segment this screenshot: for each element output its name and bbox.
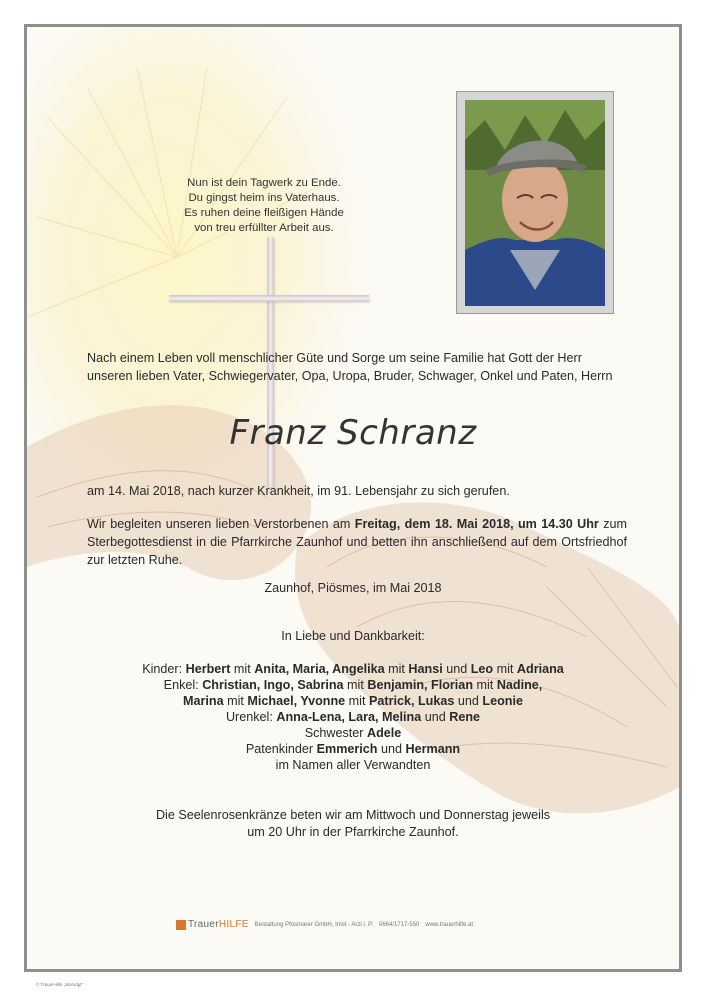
- family-urenkel: Urenkel: Anna-Lena, Lara, Melina und Rene: [225, 710, 481, 724]
- love-line: In Liebe und Dankbarkeit:: [281, 629, 425, 643]
- poem-line: Du gingst heim ins Vaterhaus.: [188, 192, 340, 204]
- footer-company: Bestattung Pfosmarer GmbH, Imst - Arzl i. P.: [254, 921, 373, 928]
- trauerhilfe-logo-icon: [176, 920, 186, 930]
- family-paten: Patenkinder Emmerich und Hermann: [245, 742, 461, 756]
- cross-horizontal-bar: [169, 295, 369, 302]
- rosary-line-1: Die Seelenrosenkränze beten wir am Mittwoch und Donnerstag jeweils: [155, 808, 551, 822]
- poem-line: Es ruhen deine fleißigen Hände: [184, 207, 344, 219]
- place-date: Zaunhof, Piösmes, im Mai 2018: [264, 581, 442, 595]
- brand-part-1: Trauer: [188, 919, 219, 930]
- copyright: © TrauerHilfe „Marxdgt": [36, 982, 84, 987]
- funeral-pre: Wir begleiten unseren lieben Verstorbenen am: [87, 517, 355, 531]
- family-kinder: Kinder: Herbert mit Anita, Maria, Angelika mit Hansi und Leo mit Adriana: [142, 662, 564, 676]
- poem-line: Nun ist dein Tagwerk zu Ende.: [187, 177, 341, 189]
- funeral-date: Freitag, dem 18. Mai 2018, um 14.30 Uhr: [354, 517, 599, 531]
- family-enkel: Enkel: Christian, Ingo, Sabrina mit Benjamin, Florian mit Nadine,: [163, 678, 543, 692]
- funeral-post: zum Sterbegottesdienst in die Pfarrkirche Zaunhof und betten ihn anschließend auf dem Ortsfriedhof zur letzten Ruhe.: [87, 517, 627, 567]
- poem-line: von treu erfüllter Arbeit aus.: [194, 222, 334, 234]
- rosary-info: [27, 807, 679, 841]
- intro-line-2: unseren lieben Vater, Schwiegervater, Opa, Uropa, Bruder, Schwager, Onkel und Paten, Herrn: [87, 369, 613, 383]
- intro-line-1: Nach einem Leben voll menschlicher Güte und Sorge um seine Familie hat Gott der Herr: [87, 351, 582, 365]
- deceased-name: Franz Schranz: [229, 413, 477, 453]
- poem: [177, 176, 351, 236]
- family-enkel-2: Marina mit Michael, Yvonne mit Patrick, Lukas und Leonie: [183, 694, 523, 708]
- footer: [176, 919, 536, 933]
- brand-part-2: HILFE: [218, 919, 249, 930]
- footer-web[interactable]: www.trauerhilfe.at: [425, 921, 474, 928]
- funeral-info: [87, 515, 627, 569]
- portrait-frame: [456, 91, 614, 314]
- rosary-line-2: um 20 Uhr in der Pfarrkirche Zaunhof.: [247, 825, 459, 839]
- family-verwandte: im Namen aller Verwandten: [275, 758, 431, 772]
- footer-phone: 0664/1717-550: [379, 921, 420, 928]
- family-list: [27, 661, 679, 773]
- portrait-photo: [465, 100, 605, 306]
- intro-text: [87, 349, 627, 385]
- death-notice-text: am 14. Mai 2018, nach kurzer Krankheit, im 91. Lebensjahr zu sich gerufen.: [87, 484, 510, 498]
- family-schwester: Schwester Adele: [304, 726, 402, 740]
- parte-card: [24, 24, 682, 972]
